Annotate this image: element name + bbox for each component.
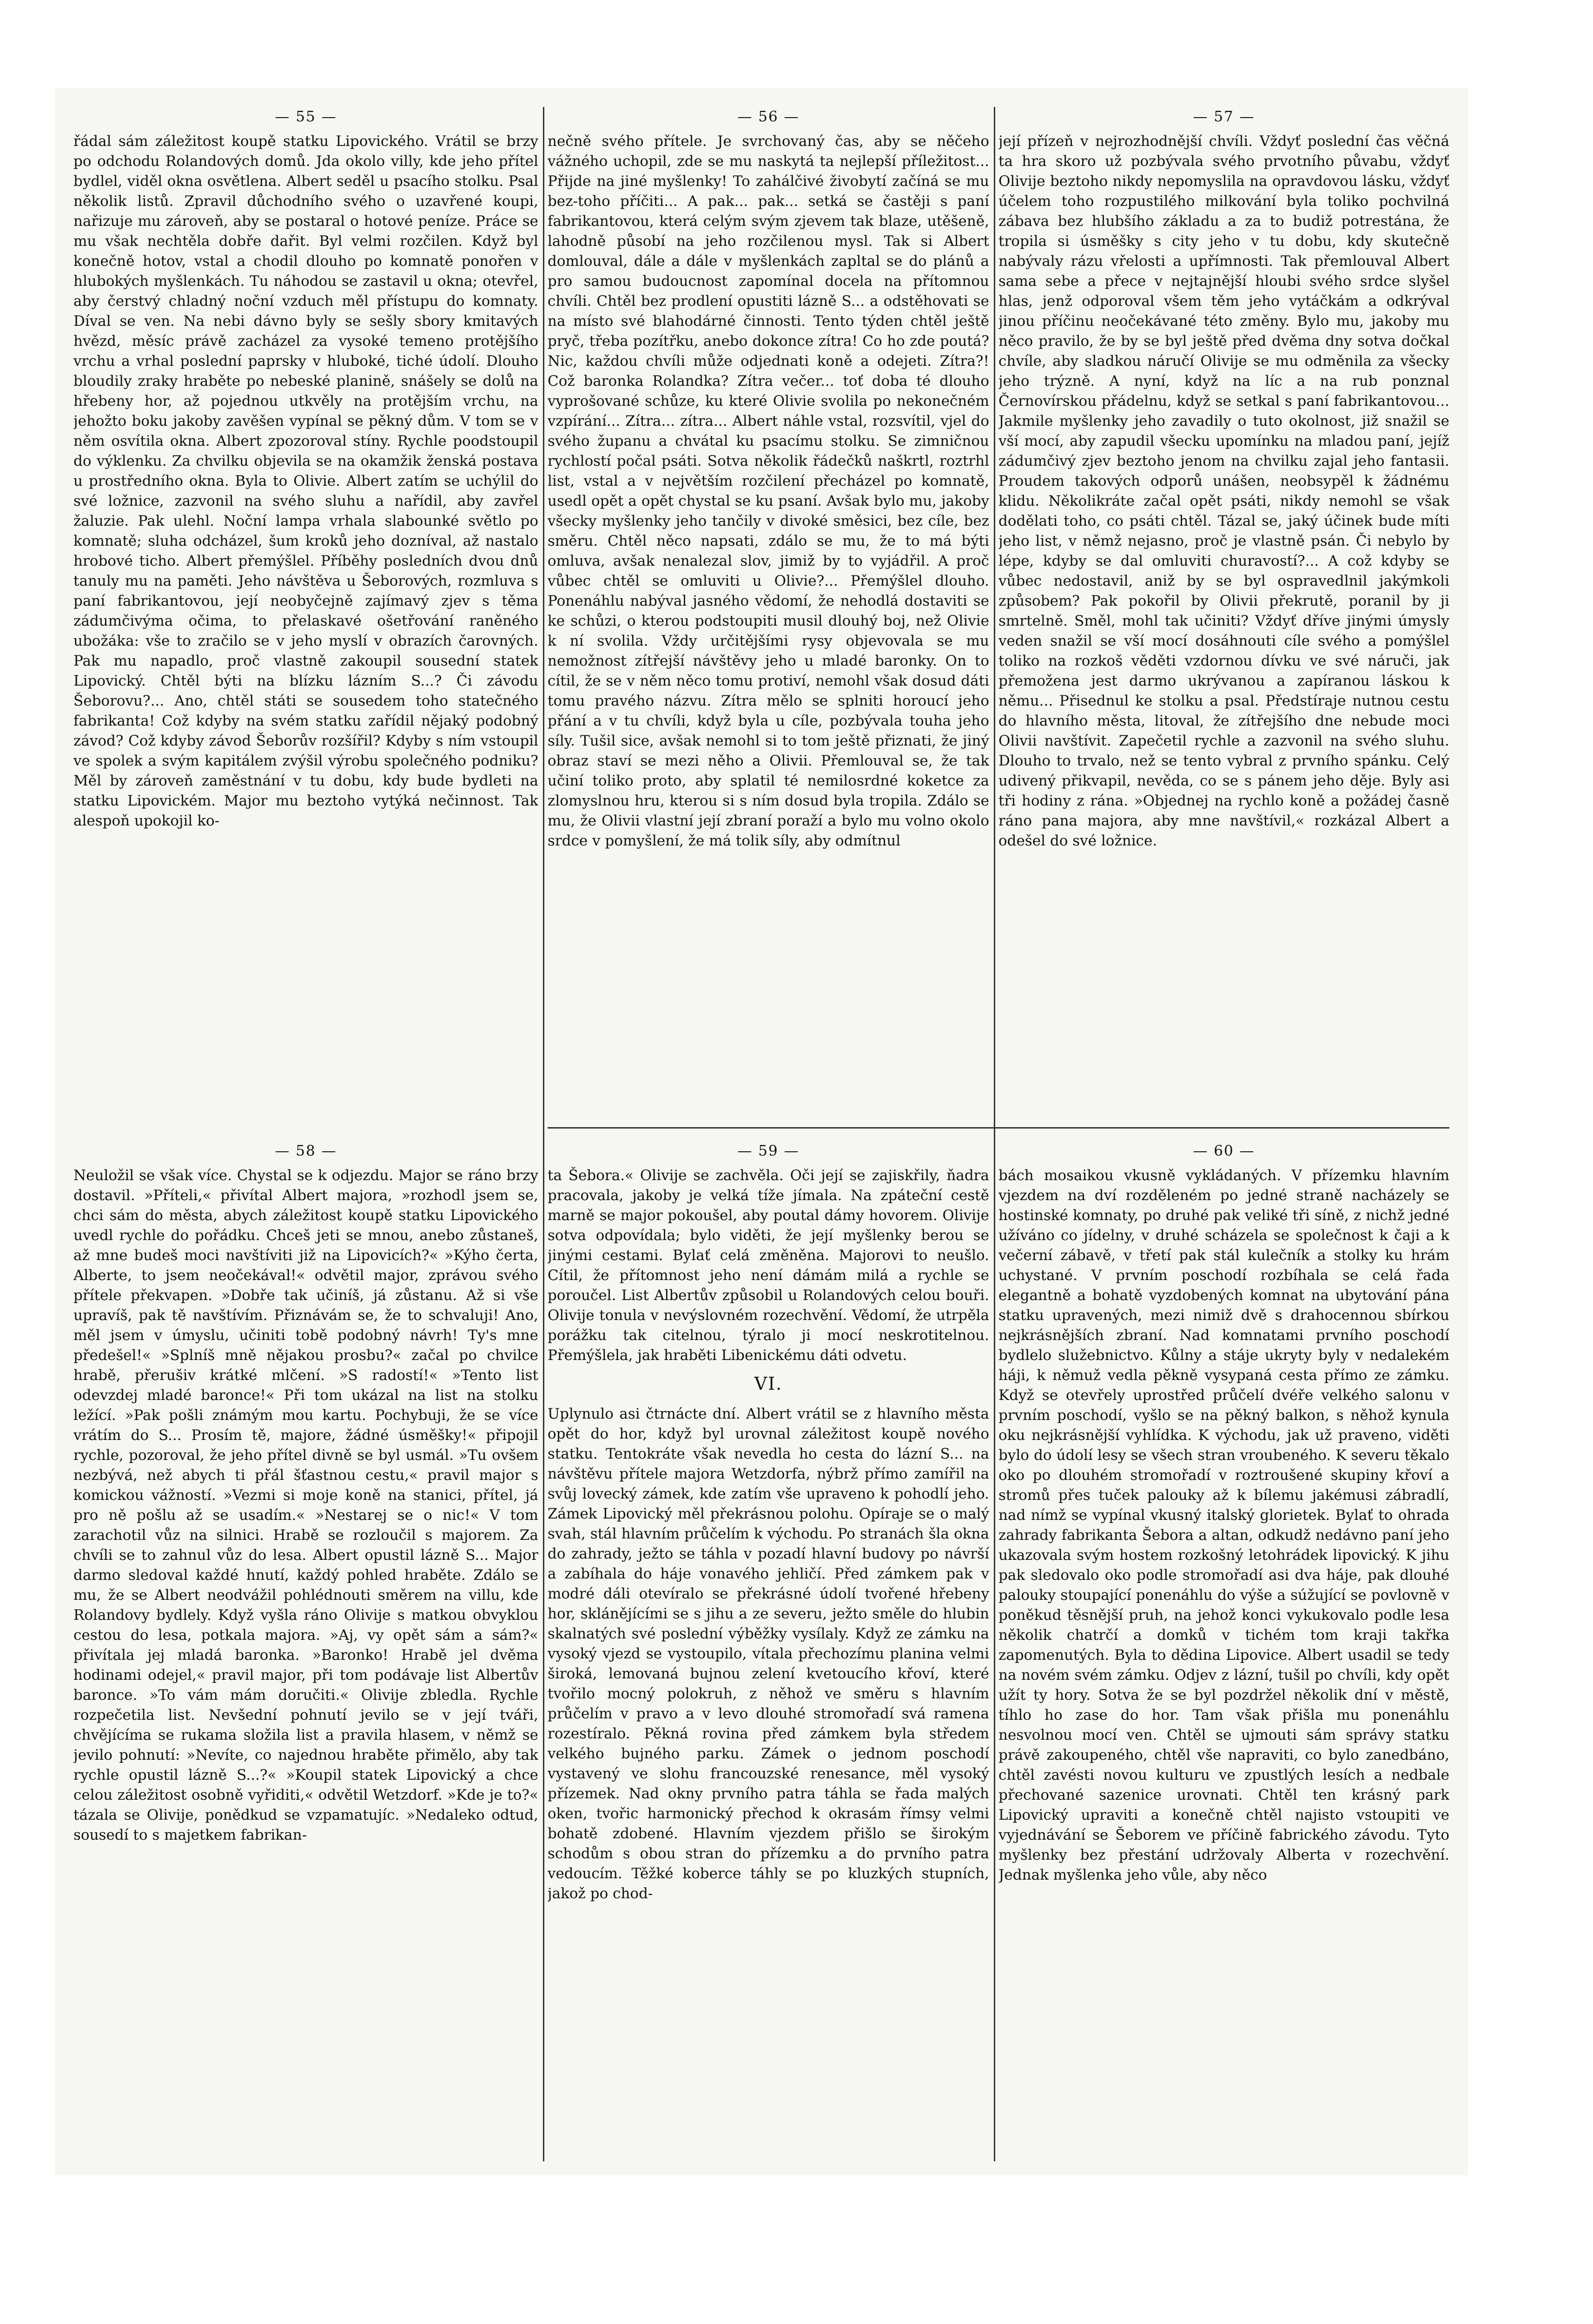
- page-text: ta Šebora.« Olivije se zachvěla. Oči její se zajiskřily, ňadra pracovala, jakoby je velká tíže jímala. Na zpáteční cestě marně se major pokoušel, aby poutal dámy hovorem. Olivije sotva odpovídala; bylo viděti, že její myšlenky berou se jinými cestami. Bylať celá změněna. Majorovi to neušlo. Cítil, že přítomnost jeho není dámám milá a rychle se poroučel. List Albertův způsobil u Rolandových celou bouři. Olivije tonula v nevýslovném rozechvění. Vědomí, že utrpěla porážku tak citelnou, týralo ji mocí neskrotitelnou. Přemýšlela, jak hraběti Libenickému dáti odvetu.: [548, 1167, 989, 1364]
- page-number: — 59 —: [737, 1142, 800, 1159]
- page-text: její přízeň v nejrozhodnější chvíli. Vždyť poslední čas věčná ta hra skoro už pozbývala svého prvotního půvabu, vždyť Olivije beztoho nikdy nepomyslila na opravdovou lásku, vždyť účelem toho rozpustilého milkování byla toliko pochvilná zábava bez hlubšího základu a za to budiž potrestána, že tropila si úsměšky s city jeho v tu dobu, kdy skutečně nabývaly rázu vřelosti a upřímnosti. Tak přemlouval Albert sama sebe a přece v nejtajnější hloubi svého srdce slyšel hlas, jenž odporoval všem těm jeho vytáčkám a odkrýval jinou příčinu neočekávané této změny. Bylo mu, jakoby mu něco pravilo, že by se byl ještě před dvěma dny sotva dočkal chvíle, aby sladkou náručí Olivije se mu odměnila za všecky jeho trýzně. A nyní, když na líc a na rub ponznal Černovírskou přádelnu, když se setkal s paní fabrikantovou... Jakmile myšlenky jeho zavadily o tuto okolnost, již snažil se vší mocí, aby zapudil všecku upomínku na mladou paní, jejíž zádumčivý zjev beztoho jenom na chvilku zajal jeho fantasii. Proudem takových odporů unášen, neobsypěl k žádnému klidu. Několikráte začal opět psáti, nikdy nemohl se však dodělati toho, co psáti chtěl. Tázal se, jaký účinek bude míti jeho list, v němž nejasno, proč je vlastně psán. Či nebylo by lépe, kdyby se dal omluviti churavostí?... A což kdyby se vůbec nedostavil, aniž by se byl ospravedlnil jakýmkoli způsobem? Pak pokořil by Olivii překrutě, poranil by ji smrtelně. Směl, mohl tak učiniti? Vždyť dříve jinými úmysly veden snažil se vší mocí dosáhnouti cíle svého a pomýšlel toliko na rozkoš věděti vzdornou dívku ve své náruči, jak přemožena jest darmo ukrývanou a zapíranou láskou k němu... Přisednul ke stolku a psal. Předstíraje nutnou cestu do hlavního města, litoval, že zítřejšího dne nebude moci Olivii navštívit. Zapečetil rychle a zazvonil na svého sluhu. Dlouho to trvalo, než se tento vybral z prvního spánku. Celý udivený přikvapil, nevěda, co se s pánem jeho děje. Byly asi tři hodiny z rána. »Objednej na rychlo koně a požádej časně ráno pana majora, aby mne navštívil,« rozkázal Albert a odešel do své ložnice.: [998, 133, 1449, 849]
- page-text-continued: Uplynulo asi čtrnácte dní. Albert vrátil se z hlavního města opět do hor, když byl urovnal záležitost koupě nového statku. Tentokráte však nevedla ho cesta do lázní S... na návštěvu přítele majora Wetzdorfa, nýbrž přímo zamířil na svůj lovecký zámek, kde zatím vše upraveno k pohodlí jeho. Zámek Lipovický měl překrásnou polohu. Opíraje se o malý svah, stál hlavním průčelím k východu. Po stranách šla okna do zahrady, ježto se táhla v pozadí hlavní budovy po návrší a zabíhala do háje vonavého jehličí. Před zámkem pak v modré dáli otevíralo se překrásné údolí tvořené hřebeny hor, sklánějícími se s jihu a ze severu, ježto směle do hlubin skalnatých své poslední výběžky vysílaly. Když ze zámku na vysoký vjezd se vystoupilo, vítala přechozímu planina velmi široká, lemovaná bujnou zelení kvetoucího křoví, které tvořilo mocný polokruh, z něhož ve směru s hlavním průčelím v pravo a v levo dlouhé stromořadí svá ramena rozestíralo. Pěkná rovina před zámkem byla středem velkého bujného parku. Zámek o jednom poschodí vystavený ve slohu francouzské renesance, měl vysoký přízemek. Nad okny prvního patra táhla se řada malých oken, tvořic harmonický přechod k okrasám římsy velmi bohatě zdobené. Hlavním vjezdem přišlo se širokým schodům s obou stran do přízemku a do prvního patra vedoucím. Těžké koberce táhly se po kluzkých stupních, jakož po chod-: [548, 1406, 989, 1902]
- page-59: [548, 1141, 989, 2164]
- page-56: [548, 107, 989, 1116]
- book-spread: [55, 88, 1468, 2175]
- page-text: bách mosaikou vkusně vykládaných. V přízemku hlavním vjezdem na dví rozděleném po jedné straně nacházely se hostinské komnaty, po druhé pak veliké tři síně, z nichž jedné užíváno co jídelny, v druhé scházela se společnost k čaji a k večerní zábavě, v třetí pak stál kulečník a stolky ku hrám uchystané. V prvním poschodí rozbíhala se celá řada elegantně a bohatě vyzdobených komnat na ubytování pána statku upravených, mezi nimiž dvě s drahocennou sbírkou nejkrásnějších zbraní. Nad komnatami prvního poschodí bydlelo služebnictvo. Kůlny a stáje ukryty byly v nedalekém háji, k němuž vedla pěkně vysypaná cesta přímo ze zámku. Když se otevřely uprostřed průčelí dvéře velkého salonu v prvním poschodí, vyšlo se na pěkný balkon, s něhož kynula oku nejkrásnější vyhlídka. K východu, jak už praveno, viděti bylo do údolí lesy se všech stran vroubeného. K severu těkalo oko po dlouhém stromořadí v roztroušené skupiny křoví a stromů přes tuček palouky až k bílemu jakémusi zábradlí, nad nímž se vypínal vkusný italský glorietek. Bylať to ohrada zahrady fabrikanta Šebora a altan, odkudž nedávno paní jeho ukazovala svým hostem rozkošný letohrádek lipovický. K jihu pak sledovalo oko podle stromořadí asi dva háje, pak dlouhé palouky stoupající ponenáhlu do výše a súžující se povlovně v poněkud těsnější pruh, na jehož konci vykukovalo podle lesa několik chatrčí a domků v tichém tom kraji takřka zapomenutých. Byla to dědina Lipovice. Albert usadil se tedy na novém svém zámku. Odjev z lázní, tušil po chvíli, kdy opět užít ty hory. Sotva že se byl pozdržel několik dní v městě, tíhlo ho zase do hor. Tam však přišla mu ponenáhlu nesvolnou mocí ven. Chtěl se ujmouti sám správy statku právě zakoupeného, chtěl vše napraviti, co bylo zanedbáno, chtěl zavésti novou kulturu ve zpustlých lesích a nedbale přechované sazenice urovnati. Chtěl ten krásný park Lipovický upraviti a konečně chtěl najisto vstoupiti ve vyjednávání se Šeborem ve příčině fabrického závodu. Tyto myšlenky bez přestání udržovaly Alberta v rozechvění. Jednak myšlenka jeho vůle, aby něco: [998, 1167, 1449, 1883]
- page-number: — 60 —: [1193, 1142, 1255, 1159]
- page-57: [998, 107, 1449, 1116]
- page-text: řádal sám záležitost koupě statku Lipovického. Vrátil se brzy po odchodu Rolandových domů. Jda okolo villy, kde jeho přítel bydlel, viděl okna osvětlena. Albert seděl u psacího stolku. Psal několik listů. Zpravil důchodního svého o uzavřené koupi, nařizuje mu zároveň, aby se postaral o hotové peníze. Práce se mu však nechtěla dobře dařit. Byl velmi rozčilen. Když byl konečně hotov, vstal a chodil dlouho po komnatě ponořen v hlubokých myšlenkách. Tu náhodou se zastavil u okna; otevřel, aby čerstvý chladný noční vzduch měl přístupu do komnaty. Díval se ven. Na nebi dávno byly se sešly sbory kmitavých hvězd, měsíc právě zacházel za vysoké temeno protějšího vrchu a vrhal poslední paprsky v hluboké, tiché údolí. Dlouho bloudily zraky hraběte po nebeské planině, snášely se dolů na hřebeny hor, až pojednou utkvěly na protějším vrchu, na jehožto boku jakoby zavěšen vypínal se pěkný dům. V tom se v něm osvítila okna. Albert zpozoroval stíny. Rychle poodstoupil do výklenku. Za chvilku objevila se na okamžik ženská postava u prostředního okna. Byla to Olivie. Albert zatím se uchýlil do své ložnice, zazvonil na svého sluhu a nařídil, aby zavřel žaluzie. Pak ulehl. Noční lampa vrhala slabounké světlo po komnatě; sluha odcházel, šum kroků jeho dozníval, až nastalo hrobové ticho. Albert přemýšlel. Příběhy posledních dvou dnů tanuly mu na paměti. Jeho návštěva u Šeborových, rozmluva s paní fabrikantovou, její neobyčejně zajímavý zjev s těma zádumčivýma očima, to přelaskavé ošetřování raněného ubožáka: vše to zračilo se v jeho myslí v obrazích čarovných. Pak mu napadlo, proč vlastně zakoupil sousední statek Lipovický. Chtěl býti na blízku lázním S...? Či závodu Šeborovu?... Ano, chtěl státi se sousedem toho statečného fabrikanta! Což kdyby na svém statku zařídil nějaký podobný závod? Což kdyby závod Šeborův rozšířil? Kdyby s ním vstoupil ve spolek a svým kapitálem zvýšil výrobu společného podniku? Měl by zároveň zaměstnání v tu dobu, kdy bude bydleti na statku Lipovickém. Major mu beztoho vytýká nečinnost. Tak alespoň upokojil ko-: [73, 133, 538, 829]
- divider-horizontal: [548, 1127, 1449, 1129]
- page-text: nečně svého přítele. Je svrchovaný čas, aby se něčeho vážného uchopil, zde se mu naskytá ta nejlepší příležitost... Přijde na jiné myšlenky! To zahálčivé živobytí začíná se mu bez-toho příčiti... A pak... pak... setká se častěji s paní fabrikantovou, která celým svým zjevem tak blaze, utěšeně, lahodně působí na jeho rozčilenou mysl. Tak si Albert domlouval, dále a dále v myšlenkách zapltal se do plánů a pro samou budoucnost zapomínal docela na přítomnou chvíli. Chtěl bez prodlení opustiti lázně S... a odstěhovati se na místo své blahodárné činnosti. Tento týden chtěl ještě pryč, třeba pozítřku, anebo dokonce zítra! Co ho zde poutá? Nic, každou chvíli může odjednati koně a odejeti. Zítra?! Což baronka Rolandka? Zítra večer... toť doba té dlouho vyprošované schůze, ku které Olivie svolila po nekonečném vzpírání... Zítra... zítra... Albert náhle vstal, rozsvítil, vjel do svého županu a chvátal ku psacímu stolku. Se zimničnou rychlostí počal psáti. Sotva několik řádečků naškrtl, roztrhl list, vstal a v největším rozčilení přecházel po komnatě, usedl opět a opět chystal se ku psaní. Avšak bylo mu, jakoby všecky myšlenky jeho tančily v divoké směsici, bez cíle, bez směru. Chtěl něco napsati, zdálo se mu, že to má býti omluva, avšak nenalezal slov, jimiž by to vyjádřil. A proč vůbec chtěl se omluviti u Olivie?... Přemýšlel dlouho. Ponenáhlu nabýval jasného vědomí, že nehodlá dostaviti se ke schůzi, o kterou podstoupiti musil dlouhý boj, než Olivie k ní svolila. Vždy určitějšími rysy objevovala se mu nemožnost zítřejší návštěvy jeho u mladé baronky. On to cítil, že se v něm něco tomu protiví, nemohl však dosud dáti tomu pravého názvu. Zítra mělo se splniti horoucí jeho přání a v tu chvíli, když byla u cíle, pozbývala touha jeho síly. Tušil sice, avšak nemohl si to tom ještě přiznati, že jiný obraz staví se mezi něho a Olivii. Přemlouval se, že tak učiní toliko proto, aby splatil té nemilosrdné koketce za zlomyslnou hru, kterou si s ním dosud byla tropila. Zdálo se mu, že Olivii vlastní její zbraní poraží a bylo mu volno okolo srdce v pomyšlení, že má tolik síly, aby odmítnul: [548, 133, 989, 849]
- chapter-heading: VI.: [754, 1373, 783, 1394]
- page-text: Neuložil se však více. Chystal se k odjezdu. Major se ráno brzy dostavil. »Příteli,« přivítal Albert majora, »rozhodl jsem se, chci sám do města, abych záležitost koupě statku Lipovického uvedl rychle do pořádku. Chceš jeti se mnou, anebo zůstaneš, až mne budeš moci navštíviti již na Lipovicích?« »Kýho čerta, Alberte, to jsem neočekával!« odvětil major, zprávou svého přítele překvapen. »Dobře tak učiníš, já zůstanu. Až si vše upravíš, pak tě navštívím. Přiznávám se, že to schvaluji! Ano, měl jsem v úmyslu, učiniti tobě podobný návrh! Ty's mne předešel!« »Splníš mně nějakou prosbu?« začal po chvilce hrabě, přerušiv krátké mlčení. »S radostí!« »Tento list odevzdej mladé baronce!« Při tom ukázal na list na stolku ležící. »Pak pošli známým mou kartu. Pochybuji, že se více vrátím do S... Prosím tě, majore, žádné úsměšky!« připojil rychle, pozoroval, že jeho přítel divně se byl usmál. »Tu ovšem nezbývá, než abych ti přál šťastnou cestu,« pravil major s komickou vážností. »Vezmi si moje koně na stanici, přítel, já pro ně pošlu až se usadím.« »Nestarej se o nic!« V tom zarachotil vůz na silnici. Hrabě se rozloučil s majorem. Za chvíli se to zahnul vůz do lesa. Albert opustil lázně S... Major darmo sledoval každé hnutí, každý pohled hraběte. Zdálo se mu, že se Albert neodvážil pohlédnouti směrem na villu, kde Rolandovy bydlely. Když vyšla ráno Olivije s matkou obvyklou cestou do lesa, potkala majora. »Aj, vy opět sám a sám?« přivítala jej mladá baronka. »Baronko! Hrabě jel dvěma hodinami odejel,« pravil major, při tom podávaje list Albertův baronce. »To vám mám doručiti.« Olivije zbledla. Rychle rozpečetila list. Nevšední pohnutí jevilo se v její tváři, chvějícíma se rukama složila list a pravila hlasem, v němž se jevilo pohnutí: »Nevíte, co najednou hraběte přimělo, aby tak rychle opustil lázně S...?« »Koupil statek Lipovický a chce celou záležitost osobně vyřiditi,« odvětil Wetzdorf. »Kde je to?« tázala se Olivije, ponědkud se vzpamatujíc. »Nedaleko odtud, sousedí to s majetkem fabrikan-: [73, 1167, 538, 1843]
- page-60: [998, 1141, 1449, 2164]
- column-divider-1: [543, 107, 544, 2161]
- column-divider-2: [994, 107, 995, 2161]
- page-58: [73, 1141, 538, 2164]
- page-number: — 57 —: [1193, 108, 1255, 125]
- page-number: — 58 —: [275, 1142, 337, 1159]
- page-55: [73, 107, 538, 1116]
- page-number: — 56 —: [737, 108, 800, 125]
- page-number: — 55 —: [275, 108, 337, 125]
